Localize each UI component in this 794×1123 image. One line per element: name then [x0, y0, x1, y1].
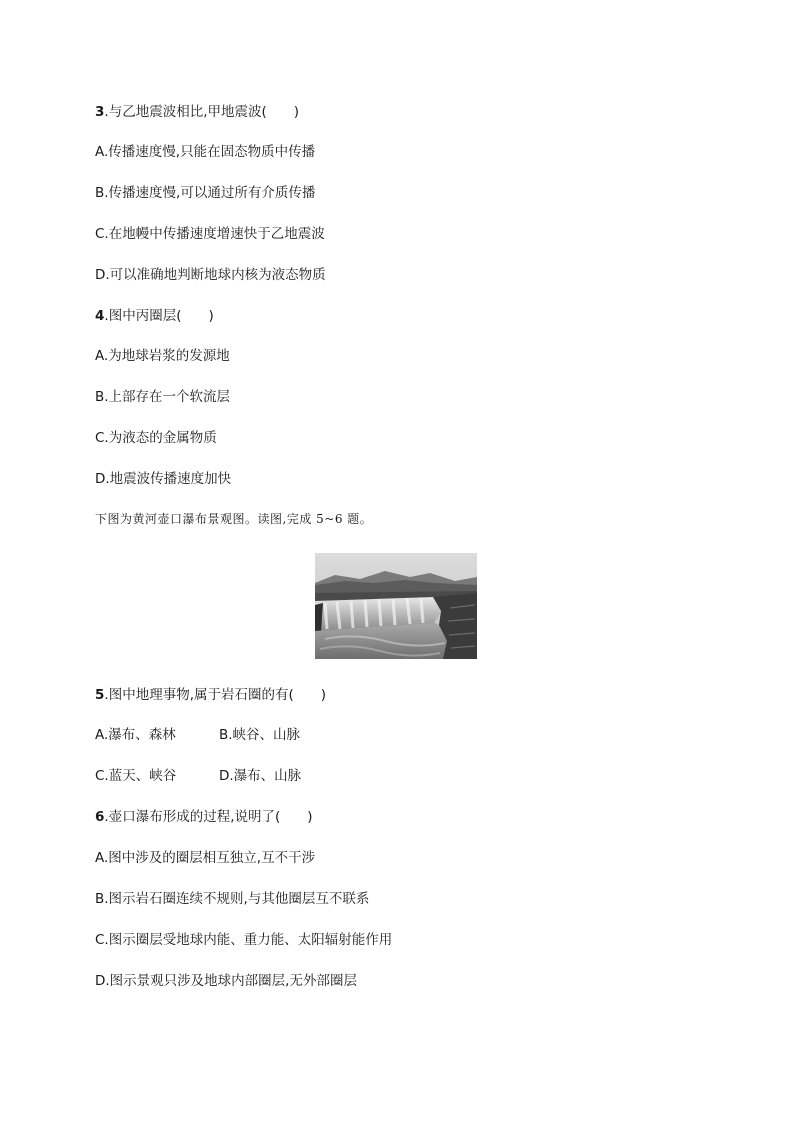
- question-4-number: 4: [95, 308, 105, 324]
- figure-intro-text: 下图为黄河壶口瀑布景观图。读图,完成 5~6 题。: [95, 512, 373, 526]
- question-5-options-row-1: [95, 726, 300, 744]
- question-5-options-row-2: [95, 767, 301, 785]
- question-5-option-b: B.峡谷、山脉: [219, 727, 301, 743]
- question-4-option-b: B.上部存在一个软流层: [95, 389, 231, 405]
- question-3-text: .与乙地震波相比,甲地震波( ): [104, 104, 300, 120]
- question-6-number: 6: [95, 809, 105, 825]
- question-4-option-c: C.为液态的金属物质: [95, 430, 217, 446]
- question-5-stem: [95, 686, 326, 704]
- question-5-text: .图中地理事物,属于岩石圈的有( ): [104, 687, 327, 703]
- question-3-option-c: C.在地幔中传播速度增速快于乙地震波: [95, 226, 325, 242]
- hukou-waterfall-photo: [315, 553, 477, 659]
- question-3-stem: [95, 103, 299, 121]
- question-4-option-a: A.为地球岩浆的发源地: [95, 348, 230, 364]
- question-5-number: 5: [95, 687, 105, 703]
- question-5-option-d: D.瀑布、山脉: [219, 768, 302, 784]
- question-6-stem: [95, 808, 313, 826]
- question-6-option-b: B.图示岩石圈连续不规则,与其他圈层互不联系: [95, 891, 370, 907]
- question-5-option-c: C.蓝天、峡谷: [95, 768, 177, 784]
- question-3-option-d: D.可以准确地判断地球内核为液态物质: [95, 267, 326, 283]
- question-6-option-a: A.图中涉及的圈层相互独立,互不干涉: [95, 850, 316, 866]
- question-4-stem: [95, 307, 214, 325]
- question-4-text: .图中丙圈层( ): [104, 308, 214, 324]
- question-4-option-d: D.地震波传播速度加快: [95, 471, 232, 487]
- question-6-option-c: C.图示圈层受地球内能、重力能、太阳辐射能作用: [95, 932, 393, 948]
- question-6-option-d: D.图示景观只涉及地球内部圈层,无外部圈层: [95, 973, 357, 989]
- question-3-option-b: B.传播速度慢,可以通过所有介质传播: [95, 185, 316, 201]
- question-5-option-a: A.瀑布、森林: [95, 727, 176, 743]
- question-6-text: .壶口瀑布形成的过程,说明了( ): [104, 809, 313, 825]
- question-3-option-a: A.传播速度慢,只能在固态物质中传播: [95, 144, 316, 160]
- question-3-number: 3: [95, 104, 105, 120]
